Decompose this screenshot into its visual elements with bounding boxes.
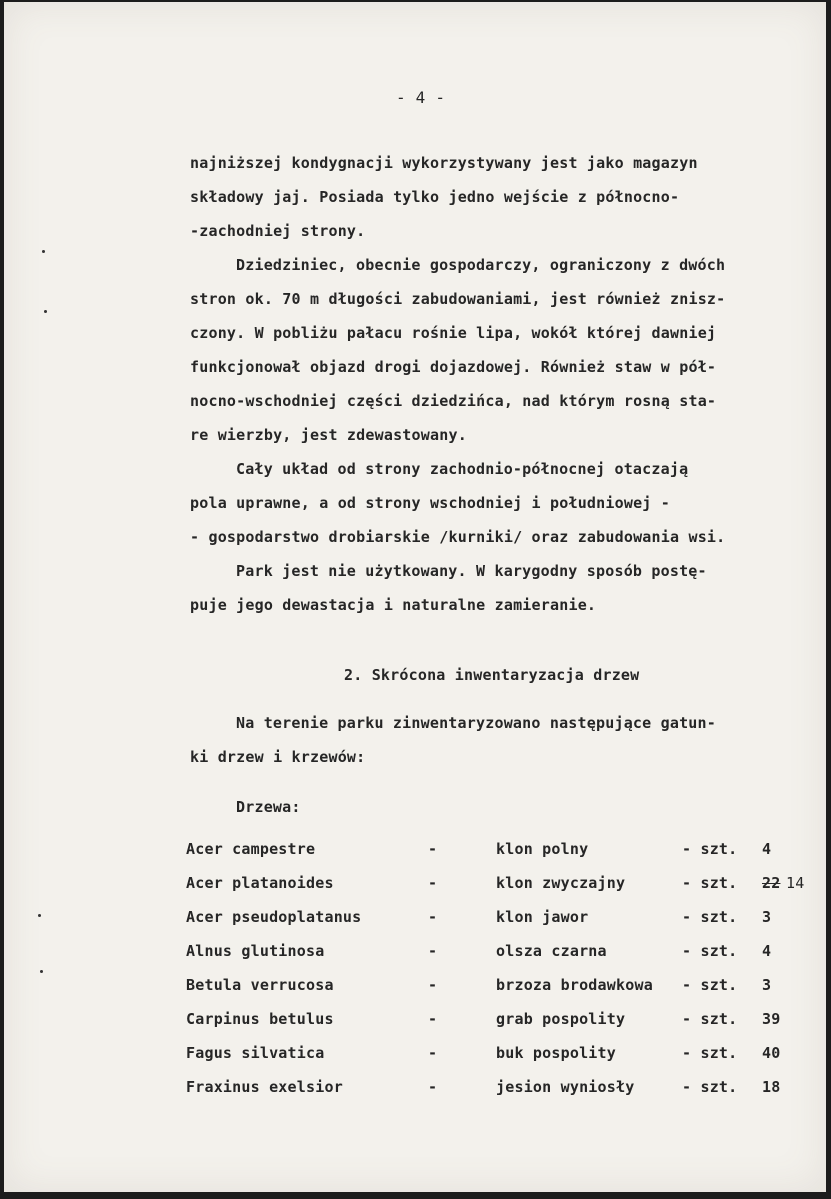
separator-dash: - — [428, 908, 438, 926]
separator-dash: - — [428, 1010, 438, 1028]
paragraph-line: nocno-wschodniej części dziedzińca, nad którym rosną sta- — [190, 392, 717, 410]
paragraph-line: -zachodniej strony. — [190, 222, 366, 240]
latin-name: Fraxinus exelsior — [186, 1078, 343, 1096]
unit-label: - szt. — [682, 840, 738, 858]
polish-name: brzoza brodawkowa — [496, 976, 653, 994]
latin-name: Acer platanoides — [186, 874, 334, 892]
latin-name: Alnus glutinosa — [186, 942, 325, 960]
table-row — [186, 874, 806, 904]
polish-name: klon jawor — [496, 908, 589, 926]
count-value: 3 — [762, 976, 772, 994]
unit-label: - szt. — [682, 1044, 738, 1062]
latin-name: Betula verrucosa — [186, 976, 334, 994]
latin-name: Carpinus betulus — [186, 1010, 334, 1028]
separator-dash: - — [428, 1078, 438, 1096]
unit-label: - szt. — [682, 976, 738, 994]
polish-name: grab pospolity — [496, 1010, 626, 1028]
count-value: 4 — [762, 840, 772, 858]
count-value: 18 — [762, 1078, 781, 1096]
page-number: - 4 - — [396, 88, 446, 107]
table-row — [186, 976, 806, 1006]
paragraph-line: funkcjonował objazd drogi dojazdowej. Również staw w pół- — [190, 358, 717, 376]
paragraph-line: re wierzby, jest zdewastowany. — [190, 426, 467, 444]
table-row — [186, 1078, 806, 1108]
section-heading: 2. Skrócona inwentaryzacja drzew — [344, 666, 640, 684]
intro-line: ki drzew i krzewów: — [190, 748, 366, 766]
table-row — [186, 1044, 806, 1074]
document-page — [4, 2, 826, 1192]
paragraph-line: najniższej kondygnacji wykorzystywany jest jako magazyn — [190, 154, 698, 172]
count-value: 40 — [762, 1044, 781, 1062]
count-value: 39 — [762, 1010, 781, 1028]
paragraph-line: pola uprawne, a od strony wschodniej i południowej - — [190, 494, 670, 512]
count-correction: 14 — [786, 874, 805, 892]
unit-label: - szt. — [682, 874, 738, 892]
paragraph-line: czony. W pobliżu pałacu rośnie lipa, wokół której dawniej — [190, 324, 717, 342]
polish-name: klon polny — [496, 840, 589, 858]
paragraph-line: Park jest nie użytkowany. W karygodny sposób postę- — [236, 562, 707, 580]
latin-name: Acer campestre — [186, 840, 316, 858]
unit-label: - szt. — [682, 942, 738, 960]
count-value: 22 — [762, 874, 781, 892]
paragraph-line: Cały układ od strony zachodnio-północnej otaczają — [236, 460, 689, 478]
count-value: 4 — [762, 942, 772, 960]
margin-dot — [40, 970, 43, 973]
latin-name: Acer pseudoplatanus — [186, 908, 362, 926]
separator-dash: - — [428, 976, 438, 994]
unit-label: - szt. — [682, 908, 738, 926]
polish-name: olsza czarna — [496, 942, 607, 960]
table-row — [186, 1010, 806, 1040]
paragraph-line: stron ok. 70 m długości zabudowaniami, jest również znisz- — [190, 290, 726, 308]
table-row — [186, 942, 806, 972]
intro-line: Na terenie parku zinwentaryzowano następujące gatun- — [236, 714, 716, 732]
unit-label: - szt. — [682, 1010, 738, 1028]
paragraph-line: - gospodarstwo drobiarskie /kurniki/ oraz zabudowania wsi. — [190, 528, 726, 546]
margin-dot — [38, 914, 41, 917]
polish-name: jesion wyniosły — [496, 1078, 635, 1096]
paragraph-line: składowy jaj. Posiada tylko jedno wejście z północno- — [190, 188, 680, 206]
paragraph-line: Dziedziniec, obecnie gospodarczy, ograniczony z dwóch — [236, 256, 726, 274]
count-value: 3 — [762, 908, 772, 926]
paragraph-line: puje jego dewastacja i naturalne zamieranie. — [190, 596, 597, 614]
table-row — [186, 908, 806, 938]
separator-dash: - — [428, 874, 438, 892]
polish-name: klon zwyczajny — [496, 874, 626, 892]
polish-name: buk pospolity — [496, 1044, 616, 1062]
margin-dot — [44, 310, 47, 313]
unit-label: - szt. — [682, 1078, 738, 1096]
separator-dash: - — [428, 840, 438, 858]
table-row — [186, 840, 806, 870]
latin-name: Fagus silvatica — [186, 1044, 325, 1062]
separator-dash: - — [428, 942, 438, 960]
margin-dot — [42, 250, 45, 253]
separator-dash: - — [428, 1044, 438, 1062]
subheading: Drzewa: — [236, 798, 301, 816]
